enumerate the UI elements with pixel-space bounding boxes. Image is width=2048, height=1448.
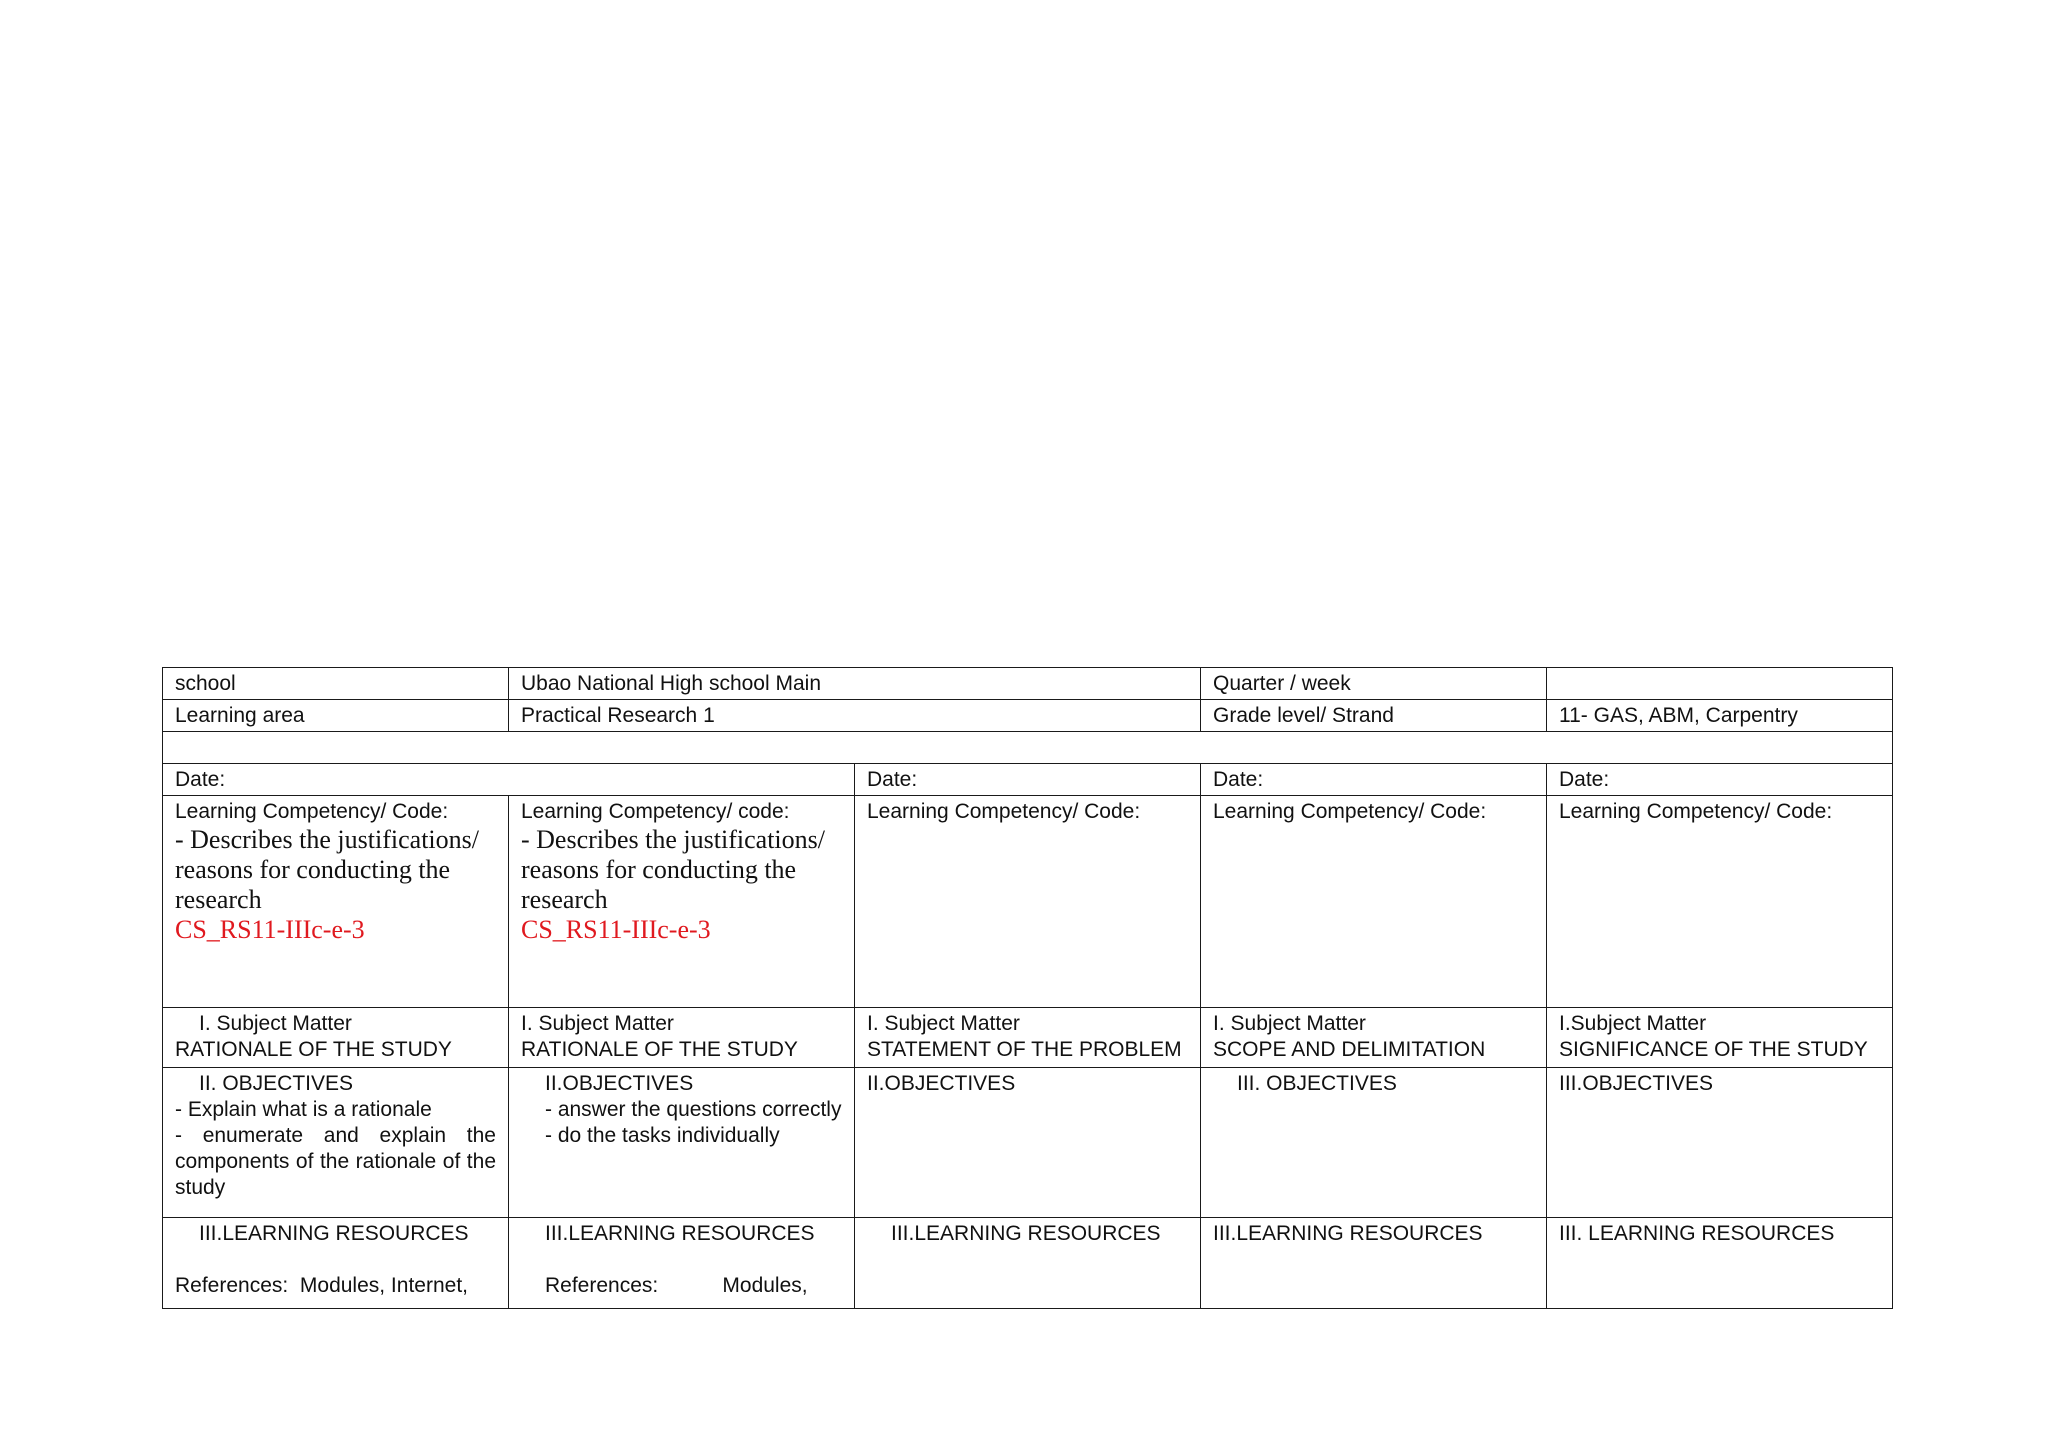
subject-value: STATEMENT OF THE PROBLEM	[867, 1038, 1182, 1061]
competency-text: - Describes the justifications/ reasons for conducting the research	[521, 825, 825, 914]
references-text: References: Modules,	[545, 1274, 808, 1297]
school-value: Ubao National High school Main	[521, 672, 821, 695]
objectives-cell-1	[163, 1068, 509, 1218]
competency-code: CS_RS11-IIIc-e-3	[521, 915, 711, 944]
school-label: school	[175, 672, 236, 695]
competency-cell-1	[163, 796, 509, 1008]
objective-item: - answer the questions correctly	[545, 1098, 842, 1121]
grade-label-cell	[1201, 700, 1547, 732]
resources-cell-4	[1201, 1218, 1547, 1309]
objective-item: - enumerate and explain the components of the rationale of the study	[175, 1124, 496, 1199]
objective-item: - Explain what is a rationale	[175, 1098, 432, 1121]
resources-cell-3	[855, 1218, 1201, 1309]
area-label: Learning area	[175, 704, 305, 727]
table-row-school	[163, 668, 1893, 700]
grade-value-cell	[1547, 700, 1893, 732]
area-value-cell	[509, 700, 1201, 732]
quarter-label: Quarter / week	[1213, 672, 1351, 695]
table-row-spacer	[163, 732, 1893, 764]
objectives-label: III.OBJECTIVES	[1559, 1072, 1714, 1095]
table-row-competency	[163, 796, 1893, 1008]
resources-cell-2	[509, 1218, 855, 1309]
subject-value: RATIONALE OF THE STUDY	[175, 1038, 452, 1061]
date-label: Date:	[867, 768, 918, 791]
grade-label: Grade level/ Strand	[1213, 704, 1394, 727]
objectives-cell-5	[1547, 1068, 1893, 1218]
quarter-label-cell	[1201, 668, 1547, 700]
subject-value: SIGNIFICANCE OF THE STUDY	[1559, 1038, 1868, 1061]
objectives-cell-4	[1201, 1068, 1547, 1218]
competency-cell-3	[855, 796, 1201, 1008]
date-label: Date:	[175, 768, 226, 791]
competency-code: CS_RS11-IIIc-e-3	[175, 915, 365, 944]
competency-label: Learning Competency/ Code:	[1213, 800, 1487, 823]
resources-label: III. LEARNING RESOURCES	[1559, 1222, 1835, 1245]
subject-cell-5	[1547, 1008, 1893, 1068]
subject-cell-1	[163, 1008, 509, 1068]
objectives-label: II. OBJECTIVES	[199, 1072, 354, 1095]
subject-value: SCOPE AND DELIMITATION	[1213, 1038, 1486, 1061]
competency-label: Learning Competency/ Code:	[867, 800, 1141, 823]
table-row-subject-matter	[163, 1008, 1893, 1068]
competency-label: Learning Competency/ code:	[521, 800, 790, 823]
competency-cell-2	[509, 796, 855, 1008]
objectives-label: II.OBJECTIVES	[867, 1072, 1016, 1095]
objectives-label: III. OBJECTIVES	[1237, 1072, 1397, 1095]
area-label-cell	[163, 700, 509, 732]
competency-text: - Describes the justifications/ reasons for conducting the research	[175, 825, 479, 914]
competency-label: Learning Competency/ Code:	[175, 800, 449, 823]
resources-label: III.LEARNING RESOURCES	[199, 1222, 469, 1245]
resources-label: III.LEARNING RESOURCES	[545, 1222, 815, 1245]
competency-cell-4	[1201, 796, 1547, 1008]
table-row-learning-area	[163, 700, 1893, 732]
subject-label: I.Subject Matter	[1559, 1012, 1707, 1035]
area-value: Practical Research 1	[521, 704, 715, 727]
objective-item: - do the tasks individually	[545, 1124, 780, 1147]
subject-cell-4	[1201, 1008, 1547, 1068]
date-cell-1	[163, 764, 855, 796]
date-cell-5	[1547, 764, 1893, 796]
date-cell-4	[1201, 764, 1547, 796]
school-label-cell	[163, 668, 509, 700]
table-row-objectives	[163, 1068, 1893, 1218]
date-label: Date:	[1559, 768, 1610, 791]
subject-label: I. Subject Matter	[1213, 1012, 1366, 1035]
competency-cell-5	[1547, 796, 1893, 1008]
subject-label: I. Subject Matter	[199, 1012, 352, 1035]
resources-cell-1	[163, 1218, 509, 1309]
table-row-dates	[163, 764, 1893, 796]
resources-label: III.LEARNING RESOURCES	[1213, 1222, 1483, 1245]
resources-cell-5	[1547, 1218, 1893, 1309]
objectives-label: II.OBJECTIVES	[545, 1072, 694, 1095]
spacer-cell	[163, 732, 1893, 764]
quarter-value-cell	[1547, 668, 1893, 700]
subject-value: RATIONALE OF THE STUDY	[521, 1038, 798, 1061]
school-value-cell	[509, 668, 1201, 700]
lesson-plan-table	[162, 667, 1893, 1309]
date-cell-3	[855, 764, 1201, 796]
objectives-cell-3	[855, 1068, 1201, 1218]
references-text: References: Modules, Internet,	[175, 1274, 468, 1297]
date-label: Date:	[1213, 768, 1264, 791]
subject-cell-3	[855, 1008, 1201, 1068]
objectives-cell-2	[509, 1068, 855, 1218]
grade-value: 11- GAS, ABM, Carpentry	[1559, 704, 1798, 727]
table-row-resources	[163, 1218, 1893, 1309]
competency-label: Learning Competency/ Code:	[1559, 800, 1833, 823]
resources-label: III.LEARNING RESOURCES	[891, 1222, 1161, 1245]
subject-cell-2	[509, 1008, 855, 1068]
subject-label: I. Subject Matter	[867, 1012, 1020, 1035]
subject-label: I. Subject Matter	[521, 1012, 674, 1035]
